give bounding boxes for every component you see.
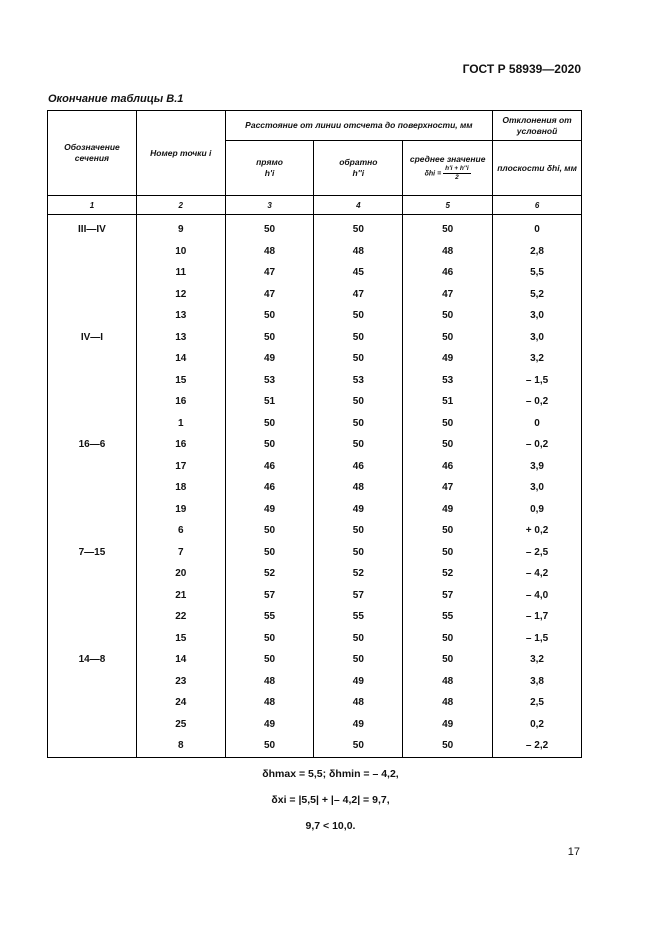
cell-section <box>48 520 137 542</box>
cell-deviation: – 1,5 <box>493 628 582 650</box>
cell-forward: 49 <box>225 348 314 370</box>
cell-deviation: 0,2 <box>493 714 582 736</box>
calc-line-1: δhmax = 5,5; δhmin = – 4,2, <box>262 768 399 780</box>
cell-mean: 50 <box>403 649 493 671</box>
cell-point: 22 <box>136 606 225 628</box>
cell-deviation: – 2,5 <box>493 542 582 564</box>
cell-point: 23 <box>136 671 225 693</box>
cell-deviation: – 1,7 <box>493 606 582 628</box>
cell-back: 53 <box>314 370 403 392</box>
table-row <box>48 499 582 521</box>
cell-deviation: 2,5 <box>493 692 582 714</box>
table-row <box>48 456 582 478</box>
cell-point: 25 <box>136 714 225 736</box>
cell-deviation: 5,2 <box>493 284 582 306</box>
cell-deviation: 3,2 <box>493 649 582 671</box>
calc-line-2: δxi = |5,5| + |– 4,2| = 9,7, <box>271 794 390 806</box>
cell-forward: 46 <box>225 477 314 499</box>
cell-point: 16 <box>136 391 225 413</box>
cell-forward: 49 <box>225 499 314 521</box>
header-deviation: Отклонения от условной <box>493 111 582 141</box>
cell-point: 6 <box>136 520 225 542</box>
cell-point: 20 <box>136 563 225 585</box>
cell-deviation: – 2,2 <box>493 735 582 757</box>
cell-section <box>48 692 137 714</box>
cell-back: 50 <box>314 434 403 456</box>
cell-deviation: 0 <box>493 413 582 435</box>
cell-deviation: 3,8 <box>493 671 582 693</box>
cell-point: 18 <box>136 477 225 499</box>
cell-back: 50 <box>314 542 403 564</box>
cell-forward: 53 <box>225 370 314 392</box>
mean-formula-fraction <box>443 165 471 182</box>
cell-back: 50 <box>314 520 403 542</box>
cell-point: 14 <box>136 649 225 671</box>
cell-point: 10 <box>136 241 225 263</box>
header-mean-label: среднее значение <box>409 154 486 164</box>
table-row <box>48 692 582 714</box>
table-row <box>48 413 582 435</box>
cell-back: 50 <box>314 649 403 671</box>
cell-mean: 49 <box>403 499 493 521</box>
table-row <box>48 434 582 456</box>
cell-section <box>48 477 137 499</box>
table-row <box>48 262 582 284</box>
cell-mean: 50 <box>403 542 493 564</box>
table-body <box>48 215 582 758</box>
cell-section <box>48 305 137 327</box>
cell-deviation: 5,5 <box>493 262 582 284</box>
table-row <box>48 585 582 607</box>
table-row <box>48 391 582 413</box>
cell-mean: 57 <box>403 585 493 607</box>
cell-point: 13 <box>136 327 225 349</box>
cell-mean: 48 <box>403 671 493 693</box>
cell-section <box>48 241 137 263</box>
cell-back: 49 <box>314 671 403 693</box>
col-number-3: 3 <box>225 196 314 215</box>
mean-formula-lhs: δhi = <box>424 170 442 178</box>
cell-section <box>48 391 137 413</box>
cell-section <box>48 563 137 585</box>
cell-point: 12 <box>136 284 225 306</box>
cell-point: 7 <box>136 542 225 564</box>
cell-forward: 51 <box>225 391 314 413</box>
cell-point: 17 <box>136 456 225 478</box>
cell-deviation: – 4,2 <box>493 563 582 585</box>
cell-back: 48 <box>314 241 403 263</box>
cell-deviation: 3,0 <box>493 477 582 499</box>
cell-mean: 50 <box>403 305 493 327</box>
table-row <box>48 606 582 628</box>
col-number-6: 6 <box>493 196 582 215</box>
cell-section <box>48 456 137 478</box>
table-row <box>48 542 582 564</box>
cell-section <box>48 370 137 392</box>
col-number-2: 2 <box>136 196 225 215</box>
cell-mean: 46 <box>403 456 493 478</box>
cell-mean: 50 <box>403 434 493 456</box>
table-row <box>48 520 582 542</box>
cell-section <box>48 585 137 607</box>
cell-section: 16—6 <box>48 434 137 456</box>
col-number-4: 4 <box>314 196 403 215</box>
table-row <box>48 370 582 392</box>
cell-mean: 47 <box>403 284 493 306</box>
cell-point: 14 <box>136 348 225 370</box>
cell-deviation: 3,9 <box>493 456 582 478</box>
cell-deviation: – 4,0 <box>493 585 582 607</box>
cell-forward: 50 <box>225 649 314 671</box>
cell-back: 50 <box>314 305 403 327</box>
table-row <box>48 215 582 241</box>
cell-section <box>48 628 137 650</box>
cell-back: 47 <box>314 284 403 306</box>
cell-mean: 50 <box>403 327 493 349</box>
cell-back: 48 <box>314 477 403 499</box>
cell-point: 16 <box>136 434 225 456</box>
cell-deviation: – 1,5 <box>493 370 582 392</box>
cell-deviation: 3,0 <box>493 305 582 327</box>
table-caption: Окончание таблицы В.1 <box>48 93 184 105</box>
cell-section: 7—15 <box>48 542 137 564</box>
cell-mean: 46 <box>403 262 493 284</box>
cell-deviation: – 0,2 <box>493 434 582 456</box>
table-row <box>48 714 582 736</box>
cell-mean: 50 <box>403 520 493 542</box>
cell-forward: 50 <box>225 305 314 327</box>
cell-forward: 49 <box>225 714 314 736</box>
cell-forward: 46 <box>225 456 314 478</box>
cell-section <box>48 735 137 757</box>
cell-mean: 48 <box>403 241 493 263</box>
cell-deviation: 0 <box>493 215 582 241</box>
cell-forward: 50 <box>225 434 314 456</box>
table-row <box>48 671 582 693</box>
cell-deviation: 0,9 <box>493 499 582 521</box>
cell-forward: 50 <box>225 413 314 435</box>
cell-back: 50 <box>314 628 403 650</box>
table-row <box>48 563 582 585</box>
cell-mean: 49 <box>403 348 493 370</box>
cell-deviation: 3,0 <box>493 327 582 349</box>
cell-point: 24 <box>136 692 225 714</box>
cell-section <box>48 413 137 435</box>
cell-forward: 50 <box>225 542 314 564</box>
cell-forward: 50 <box>225 735 314 757</box>
cell-section <box>48 671 137 693</box>
cell-mean: 50 <box>403 628 493 650</box>
col-number-5: 5 <box>403 196 493 215</box>
cell-forward: 52 <box>225 563 314 585</box>
cell-forward: 50 <box>225 327 314 349</box>
mean-formula-numerator: h'i + h''i <box>445 165 469 172</box>
cell-point: 21 <box>136 585 225 607</box>
cell-forward: 50 <box>225 215 314 241</box>
cell-deviation: – 0,2 <box>493 391 582 413</box>
cell-forward: 50 <box>225 520 314 542</box>
mean-formula <box>403 165 492 182</box>
cell-forward: 57 <box>225 585 314 607</box>
cell-back: 55 <box>314 606 403 628</box>
cell-mean: 55 <box>403 606 493 628</box>
cell-mean: 50 <box>403 413 493 435</box>
cell-mean: 51 <box>403 391 493 413</box>
cell-back: 50 <box>314 735 403 757</box>
cell-forward: 50 <box>225 628 314 650</box>
page-number: 17 <box>567 846 580 858</box>
cell-section <box>48 714 137 736</box>
cell-back: 50 <box>314 215 403 241</box>
cell-section: IV—I <box>48 327 137 349</box>
cell-deviation: + 0,2 <box>493 520 582 542</box>
cell-point: 8 <box>136 735 225 757</box>
cell-point: 15 <box>136 628 225 650</box>
header-point: Номер точки i <box>136 111 225 196</box>
data-table <box>47 110 582 758</box>
cell-mean: 50 <box>403 215 493 241</box>
calc-line-3: 9,7 < 10,0. <box>305 820 356 832</box>
table-row <box>48 628 582 650</box>
cell-back: 57 <box>314 585 403 607</box>
cell-back: 50 <box>314 413 403 435</box>
standard-number: ГОСТ Р 58939—2020 <box>462 62 581 76</box>
cell-section <box>48 284 137 306</box>
cell-forward: 55 <box>225 606 314 628</box>
cell-section: 14—8 <box>48 649 137 671</box>
cell-section <box>48 499 137 521</box>
header-forward-symbol: h'i <box>264 168 275 178</box>
cell-point: 1 <box>136 413 225 435</box>
cell-mean: 49 <box>403 714 493 736</box>
cell-mean: 53 <box>403 370 493 392</box>
cell-back: 50 <box>314 327 403 349</box>
cell-back: 50 <box>314 391 403 413</box>
table-row <box>48 305 582 327</box>
cell-forward: 47 <box>225 284 314 306</box>
header-section: Обозначение сечения <box>48 111 137 196</box>
cell-deviation: 2,8 <box>493 241 582 263</box>
header-forward <box>225 141 314 196</box>
cell-back: 49 <box>314 499 403 521</box>
cell-back: 52 <box>314 563 403 585</box>
cell-point: 19 <box>136 499 225 521</box>
cell-forward: 47 <box>225 262 314 284</box>
cell-section <box>48 348 137 370</box>
cell-section: III—IV <box>48 215 137 241</box>
cell-back: 49 <box>314 714 403 736</box>
cell-point: 13 <box>136 305 225 327</box>
cell-back: 46 <box>314 456 403 478</box>
cell-point: 15 <box>136 370 225 392</box>
mean-formula-denominator: 2 <box>455 174 459 181</box>
table-row <box>48 241 582 263</box>
table-row <box>48 477 582 499</box>
header-back <box>314 141 403 196</box>
cell-mean: 48 <box>403 692 493 714</box>
col-number-1: 1 <box>48 196 137 215</box>
table-row <box>48 327 582 349</box>
cell-mean: 52 <box>403 563 493 585</box>
cell-back: 50 <box>314 348 403 370</box>
cell-forward: 48 <box>225 692 314 714</box>
cell-mean: 47 <box>403 477 493 499</box>
cell-back: 48 <box>314 692 403 714</box>
header-mean <box>403 141 493 196</box>
table-row <box>48 348 582 370</box>
table-row <box>48 735 582 757</box>
cell-section <box>48 262 137 284</box>
header-back-label: обратно <box>339 157 378 167</box>
cell-point: 11 <box>136 262 225 284</box>
header-distance: Расстояние от линии отсчета до поверхности, мм <box>225 111 492 141</box>
header-plane: плоскости δhi, мм <box>493 141 582 196</box>
cell-point: 9 <box>136 215 225 241</box>
cell-back: 45 <box>314 262 403 284</box>
cell-deviation: 3,2 <box>493 348 582 370</box>
table-row <box>48 284 582 306</box>
cell-section <box>48 606 137 628</box>
cell-forward: 48 <box>225 671 314 693</box>
cell-forward: 48 <box>225 241 314 263</box>
cell-mean: 50 <box>403 735 493 757</box>
header-forward-label: прямо <box>256 157 283 167</box>
table-row <box>48 649 582 671</box>
header-back-symbol: h''i <box>352 168 365 178</box>
